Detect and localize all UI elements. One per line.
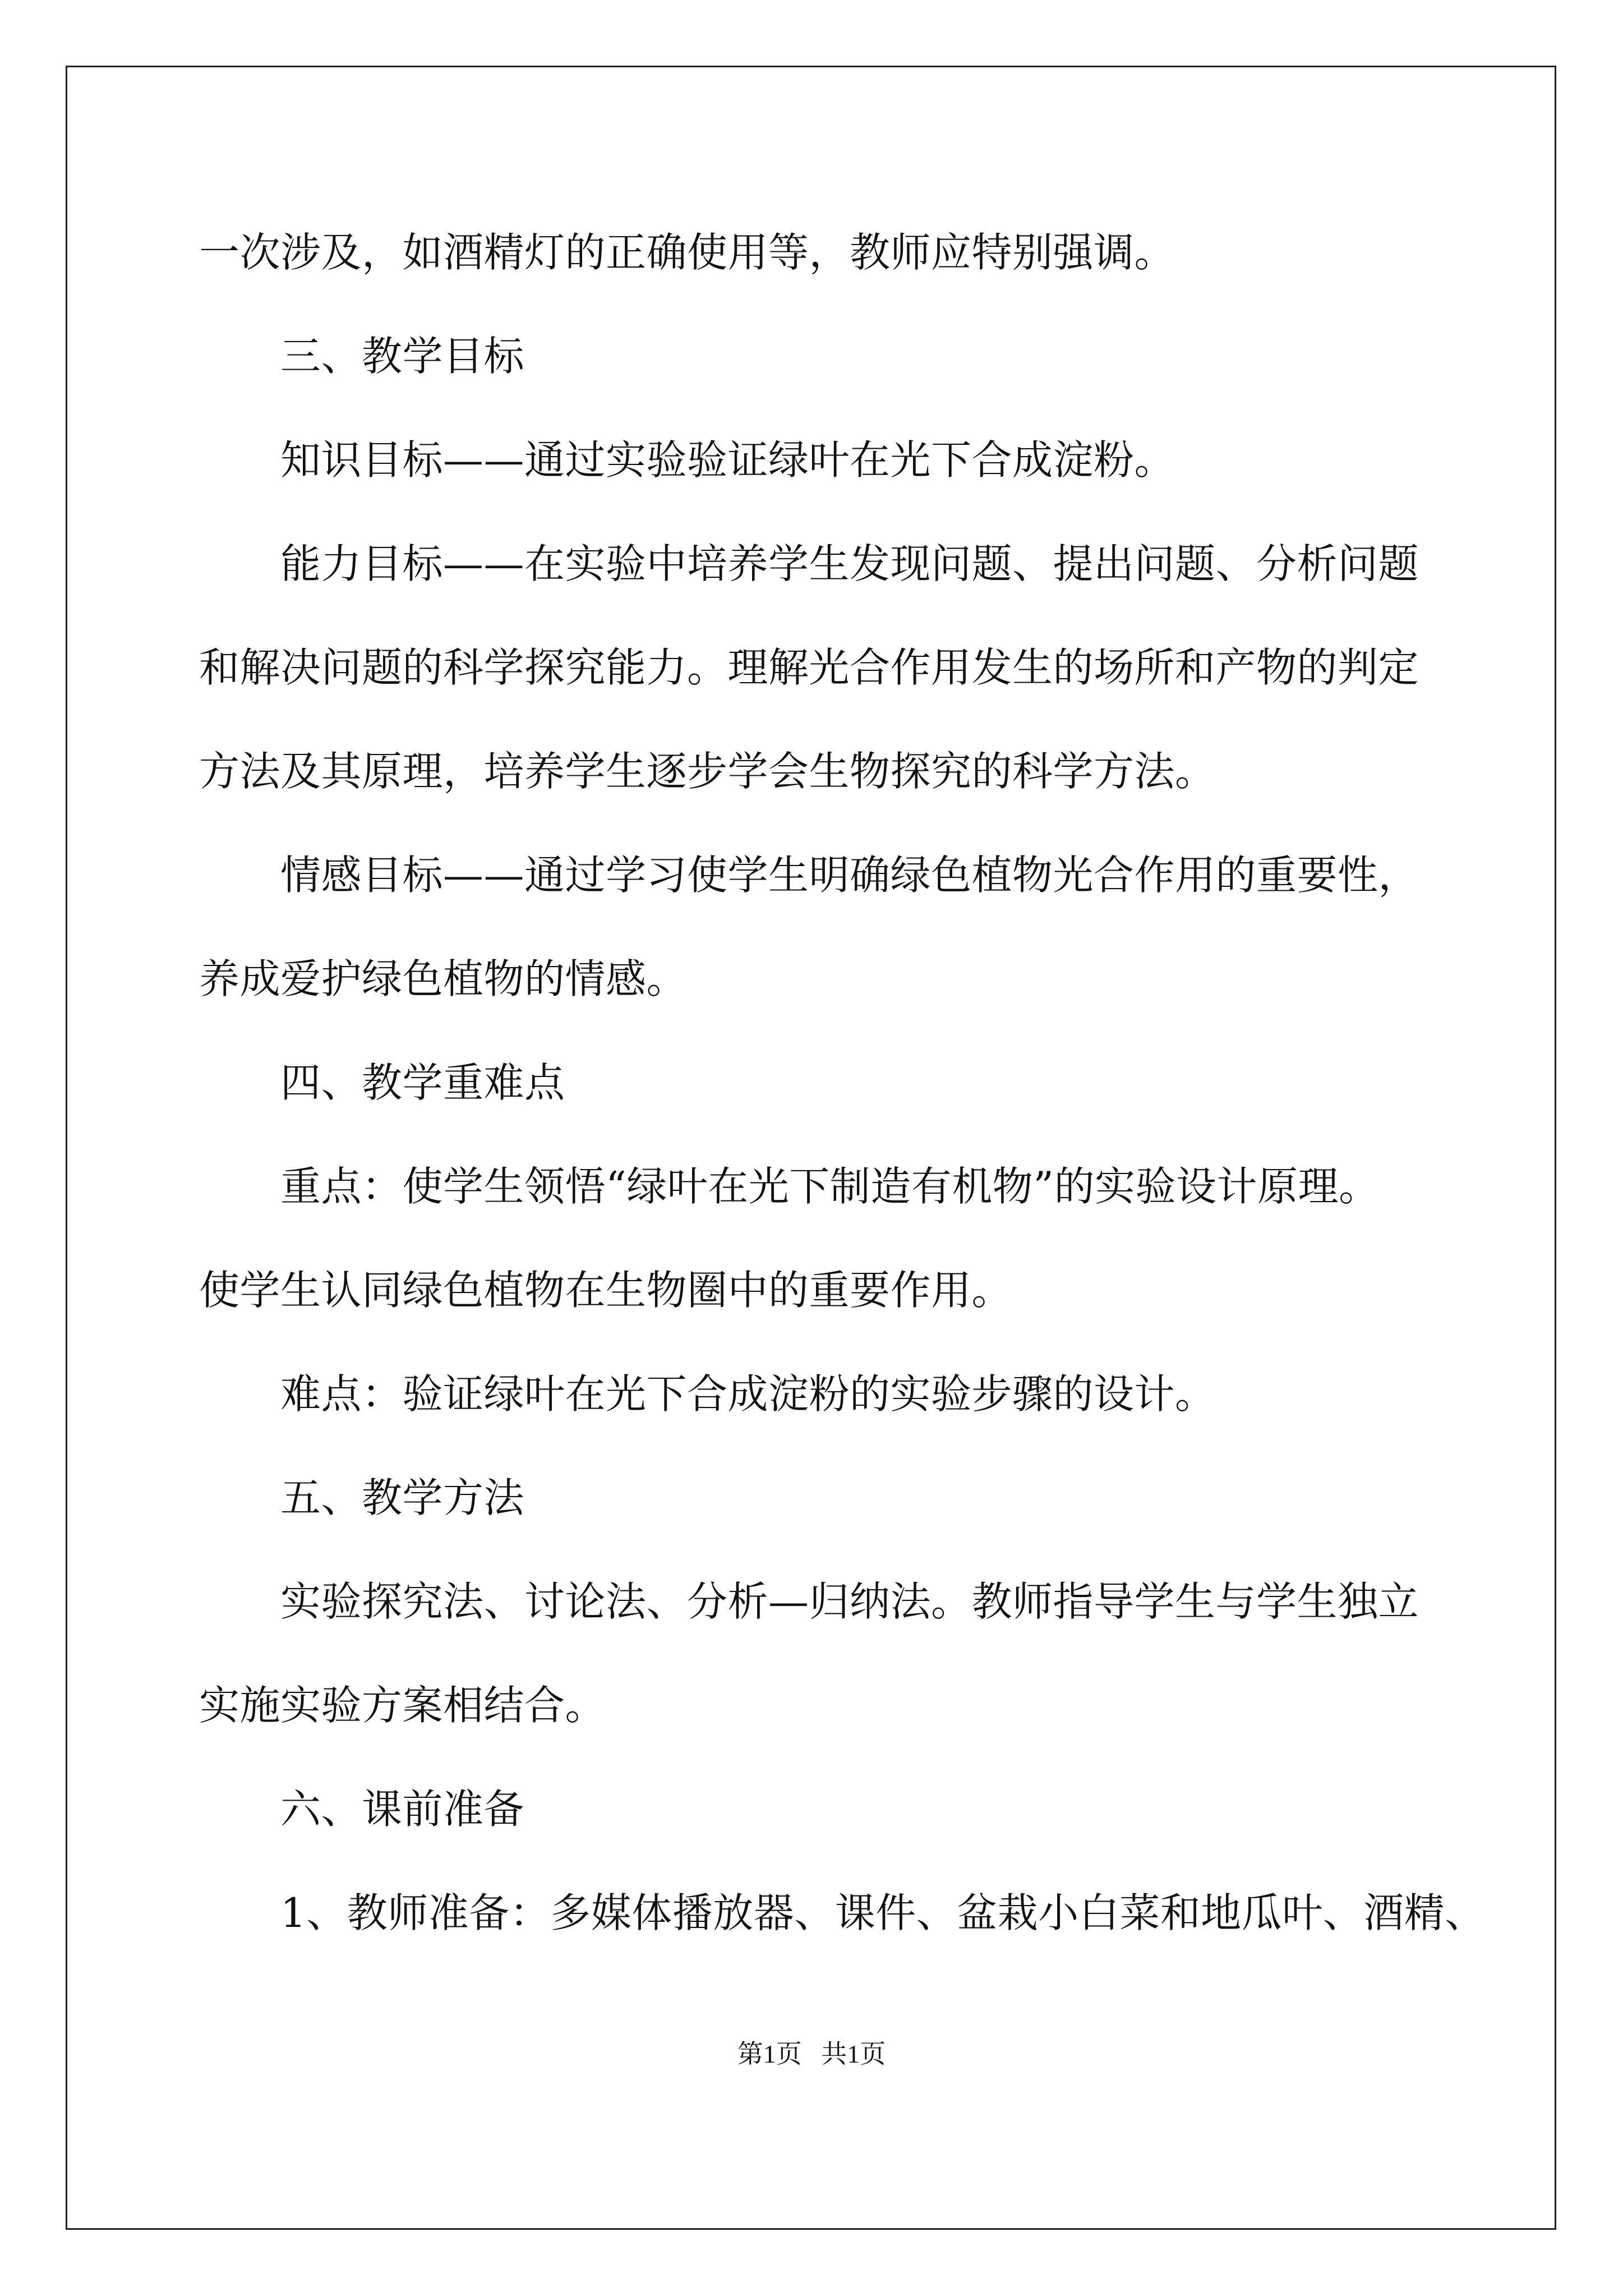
page-footer: 第1页 共1页 bbox=[737, 2040, 886, 2068]
section-heading: 五、教学方法 bbox=[280, 1474, 525, 1521]
paragraph-line: 养成爱护绿色植物的情感。 bbox=[199, 955, 688, 1002]
paragraph-line: 能力目标——在实验中培养学生发现问题、提出问题、分析问题 bbox=[280, 540, 1419, 587]
paragraph-line: 和解决问题的科学探究能力。理解光合作用发生的场所和产物的判定 bbox=[199, 644, 1419, 691]
section-heading: 四、教学重难点 bbox=[280, 1059, 565, 1106]
paragraph-line: 方法及其原理，培养学生逐步学会生物探究的科学方法。 bbox=[199, 748, 1216, 795]
section-heading: 六、课前准备 bbox=[280, 1786, 525, 1833]
paragraph-line: 重点：使学生领悟“绿叶在光下制造有机物”的实验设计原理。 bbox=[280, 1163, 1380, 1210]
paragraph-line: 实验探究法、讨论法、分析—归纳法。教师指导学生与学生独立 bbox=[280, 1578, 1419, 1625]
paragraph-line: 使学生认同绿色植物在生物圈中的重要作用。 bbox=[199, 1267, 1013, 1314]
paragraph-line: 难点：验证绿叶在光下合成淀粉的实验步骤的设计。 bbox=[280, 1370, 1216, 1418]
paragraph-line: 1、教师准备：多媒体播放器、课件、盆栽小白菜和地瓜叶、酒精、 bbox=[280, 1889, 1486, 1936]
paragraph-line: 实施实验方案相结合。 bbox=[199, 1682, 606, 1729]
paragraph-line: 知识目标——通过实验验证绿叶在光下合成淀粉。 bbox=[280, 436, 1175, 484]
section-heading: 三、教学目标 bbox=[280, 333, 525, 380]
paragraph-line: 一次涉及，如酒精灯的正确使用等，教师应特别强调。 bbox=[199, 229, 1175, 276]
paragraph-line: 情感目标——通过学习使学生明确绿色植物光合作用的重要性， bbox=[280, 852, 1419, 899]
